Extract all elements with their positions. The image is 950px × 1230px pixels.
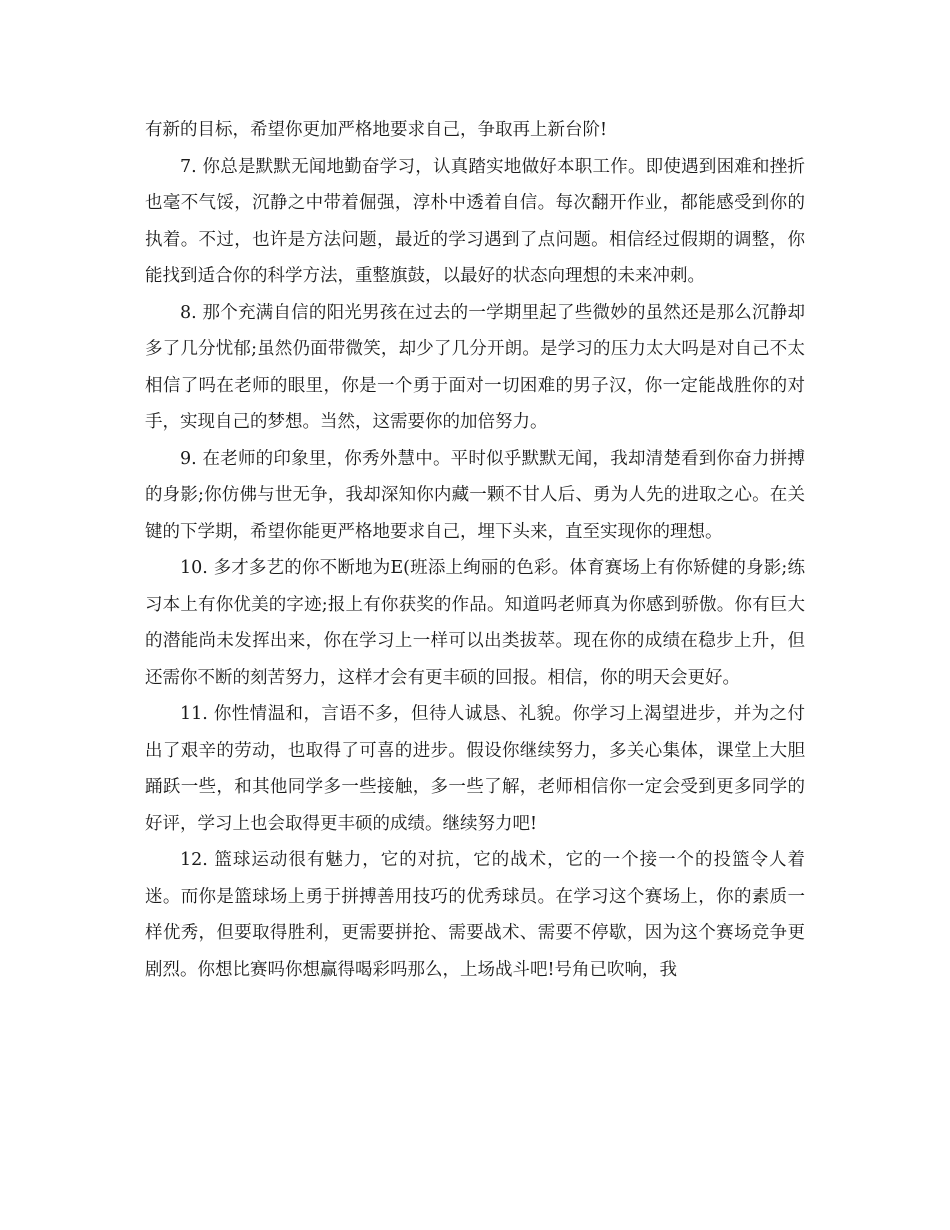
paragraph-comment-11: 11. 你性情温和，言语不多，但待人诚恳、礼貌。你学习上渴望进步，并为之付出了艰辛的劳动，也取得了可喜的进步。假设你继续努力，多关心集体，课堂上大胆踊跃一些，和其他同学多一些接触，多一些了解，老师相信你一定会受到更多同学的好评，学习上也会取得更丰硕的成绩。继续努力吧! — [145, 704, 805, 834]
document-body — [145, 112, 805, 988]
paragraph-comment-8: 8. 那个充满自信的阳光男孩在过去的一学期里起了些微妙的虽然还是那么沉静却多了几分忧郁;虽然仍面带微笑，却少了几分开朗。是学习的压力太大吗是对自己不太相信了吗在老师的眼里，你是一个勇于面对一切困难的男子汉，你一定能战胜你的对手，实现自己的梦想。当然，这需要你的加倍努力。 — [145, 302, 805, 432]
paragraph-continuation: 有新的目标，希望你更加严格地要求自己，争取再上新台阶! — [145, 120, 608, 140]
paragraph-comment-9: 9. 在老师的印象里，你秀外慧中。平时似乎默默无闻，我却清楚看到你奋力拼搏的身影;你仿佛与世无争，我却深知你内藏一颗不甘人后、勇为人先的进取之心。在关键的下学期，希望你能更严格地要求自己，埋下头来，直至实现你的理想。 — [145, 448, 805, 542]
paragraph-comment-10: 10. 多才多艺的你不断地为E(班添上绚丽的色彩。体育赛场上有你矫健的身影;练习本上有你优美的字迹;报上有你获奖的作品。知道吗老师真为你感到骄傲。你有巨大的潜能尚未发挥出来，你在学习上一样可以出类拔萃。现在你的成绩在稳步上升，但还需你不断的刻苦努力，这样才会有更丰硕的回报。相信，你的明天会更好。 — [145, 558, 805, 688]
paragraph-comment-12: 12. 篮球运动很有魅力，它的对抗，它的战术，它的一个接一个的投篮令人着迷。而你是篮球场上勇于拼搏善用技巧的优秀球员。在学习这个赛场上，你的素质一样优秀，但要取得胜利，更需要拼抢、需要战术、需要不停歇，因为这个赛场竞争更剧烈。你想比赛吗你想赢得喝彩吗那么，上场战斗吧!号角已吹响，我 — [145, 850, 805, 980]
paragraph-comment-7: 7. 你总是默默无闻地勤奋学习，认真踏实地做好本职工作。即使遇到困难和挫折也毫不气馁，沉静之中带着倔强，淳朴中透着自信。每次翻开作业，都能感受到你的执着。不过，也许是方法问题，最近的学习遇到了点问题。相信经过假期的调整，你能找到适合你的科学方法，重整旗鼓，以最好的状态向理想的未来冲刺。 — [145, 156, 805, 286]
